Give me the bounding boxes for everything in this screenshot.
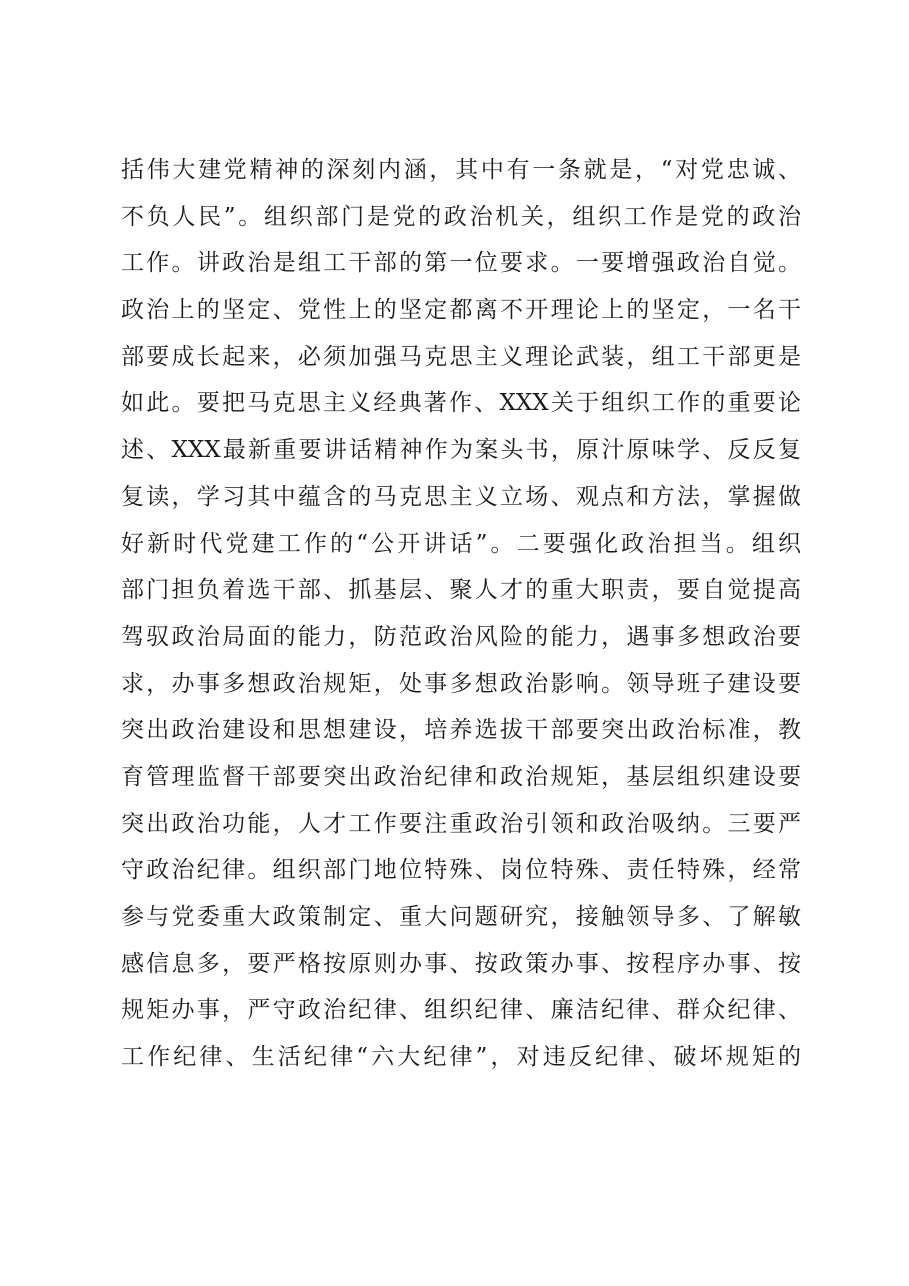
- text-line: 括伟大建党精神的深刻内涵，其中有一条就是，“对党忠诚、: [121, 157, 801, 183]
- text-line: 育管理监督干部要突出政治纪律和政治规矩，基层组织建设要: [121, 763, 801, 790]
- text-line: 部要成长起来，必须加强马克思主义理论武装，组工干部更是: [121, 343, 801, 370]
- text-line: 规矩办事，严守政治纪律、组织纪律、廉洁纪律、群众纪律、: [121, 997, 801, 1024]
- text-line: 突出政治建设和思想建设，培养选拔干部要突出政治标准，教: [121, 717, 801, 744]
- text-line: 突出政治功能，人才工作要注重政治引领和政治吸纳。三要严: [121, 810, 801, 837]
- text-line: 好新时代党建工作的“公开讲话”。二要强化政治担当。组织: [121, 530, 801, 557]
- text-line: 感信息多，要严格按原则办事、按政策办事、按程序办事、按: [121, 950, 801, 977]
- text-line: 复读，学习其中蕴含的马克思主义立场、观点和方法，掌握做: [121, 483, 801, 510]
- text-line: 政治上的坚定、党性上的坚定都离不开理论上的坚定，一名干: [121, 297, 801, 324]
- text-line: 工作。讲政治是组工干部的第一位要求。一要增强政治自觉。: [121, 250, 801, 277]
- text-line: 不负人民”。组织部门是党的政治机关，组织工作是党的政治: [121, 203, 801, 230]
- text-line: 驾驭政治局面的能力，防范政治风险的能力，遇事多想政治要: [121, 623, 801, 650]
- body-text: [121, 147, 801, 1081]
- text-line: 求，办事多想政治规矩，处事多想政治影响。领导班子建设要: [121, 670, 801, 697]
- text-line: 部门担负着选干部、抓基层、聚人才的重大职责，要自觉提高: [121, 577, 801, 604]
- text-line: 如此。要把马克思主义经典著作、XXX关于组织工作的重要论: [121, 390, 801, 417]
- text-line: 工作纪律、生活纪律“六大纪律”，对违反纪律、破坏规矩的: [121, 1044, 801, 1071]
- text-line: 述、XXX最新重要讲话精神作为案头书，原汁原味学、反反复: [121, 437, 801, 464]
- text-line: 参与党委重大政策制定、重大问题研究，接触领导多、了解敏: [121, 904, 801, 930]
- text-line: 守政治纪律。组织部门地位特殊、岗位特殊、责任特殊，经常: [121, 857, 801, 884]
